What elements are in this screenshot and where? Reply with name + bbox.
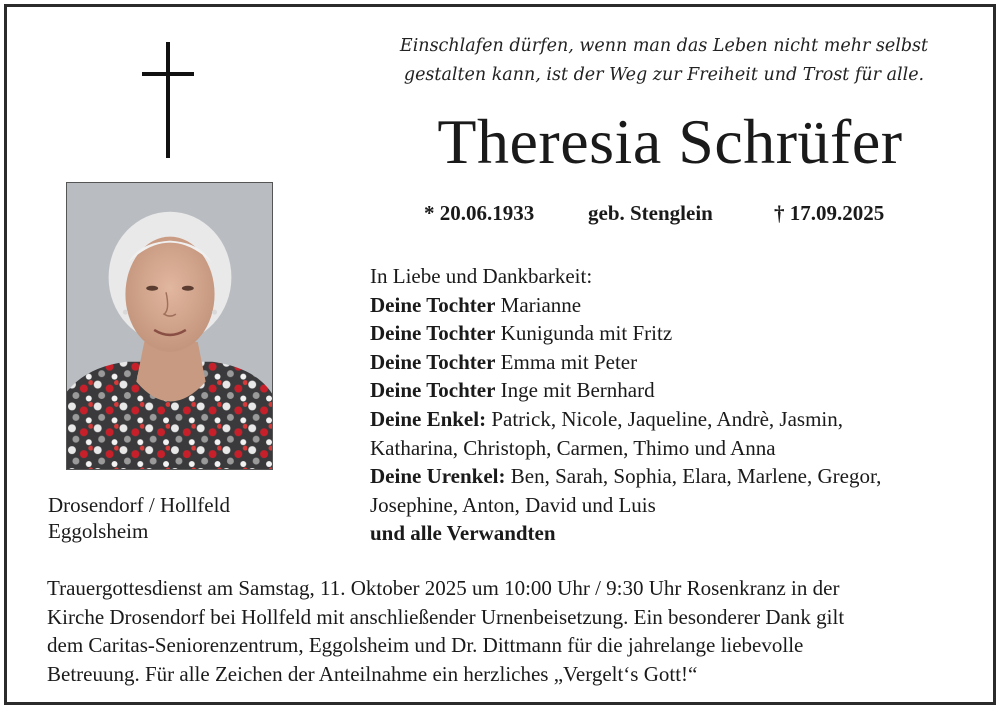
death-date: † 17.09.2025 xyxy=(774,201,885,225)
service-line-3: dem Caritas-Seniorenzentrum, Eggolsheim und Dr. Dittmann für die jahrelange liebevolle xyxy=(47,633,804,658)
mourner-relation: Deine Tochter xyxy=(370,349,496,374)
places-of-residence xyxy=(48,492,230,544)
mourners-intro: In Liebe und Dankbarkeit: xyxy=(370,264,593,288)
maiden-name: geb. Stenglein xyxy=(588,201,713,225)
mourner-relation: Deine Tochter xyxy=(370,321,496,346)
mourners-closing: und alle Verwandten xyxy=(370,521,556,546)
place-line-2: Eggolsheim xyxy=(48,519,149,543)
motto-line-2: gestalten kann, ist der Weg zur Freiheit und Trost für alle. xyxy=(403,65,925,85)
mourners-list xyxy=(370,262,960,548)
service-line-1: Trauergottesdienst am Samstag, 11. Oktober 2025 um 10:00 Uhr / 9:30 Uhr Rosenkranz in der xyxy=(47,576,840,600)
mourner-entry xyxy=(370,462,960,491)
mourner-names: Emma mit Peter xyxy=(495,349,638,374)
mourner-names: Marianne xyxy=(495,292,582,317)
mourner-entry xyxy=(370,319,960,348)
mourner-entry xyxy=(370,348,960,377)
portrait-photo xyxy=(66,182,273,470)
service-announcement xyxy=(47,574,967,688)
mourner-names: Kunigunda mit Fritz xyxy=(495,321,673,346)
place-line-1: Drosendorf / Hollfeld xyxy=(48,493,230,517)
mourner-relation: Deine Urenkel: xyxy=(370,464,506,489)
mourner-names: Patrick, Nicole, Jaqueline, Andrè, Jasmin, xyxy=(486,406,844,431)
mourner-entry xyxy=(370,376,960,405)
mourner-entry-continued: Katharina, Christoph, Carmen, Thimo und Anna xyxy=(370,435,776,460)
motto-quote xyxy=(396,32,932,90)
mourner-entry xyxy=(370,291,960,320)
latin-cross-icon xyxy=(142,42,194,158)
mourner-entry xyxy=(370,405,960,434)
mourner-relation: Deine Tochter xyxy=(370,378,496,403)
birth-date: * 20.06.1933 xyxy=(424,201,535,225)
mourner-names: Inge mit Bernhard xyxy=(495,378,655,403)
deceased-name: Theresia Schrüfer xyxy=(437,106,903,177)
service-line-2: Kirche Drosendorf bei Hollfeld mit anschließender Urnenbeisetzung. Ein besonderer Dank gilt xyxy=(47,604,845,629)
motto-line-1: Einschlafen dürfen, wenn man das Leben nicht mehr selbst xyxy=(399,36,929,56)
mourner-relation: Deine Tochter xyxy=(370,292,496,317)
mourner-relation: Deine Enkel: xyxy=(370,406,487,431)
mourner-entry-continued: Josephine, Anton, David und Luis xyxy=(370,492,656,517)
service-line-4: Betreuung. Für alle Zeichen der Anteilnahme ein herzliches „Vergelt‘s Gott!“ xyxy=(47,661,698,686)
mourner-names: Ben, Sarah, Sophia, Elara, Marlene, Gregor, xyxy=(505,464,882,489)
